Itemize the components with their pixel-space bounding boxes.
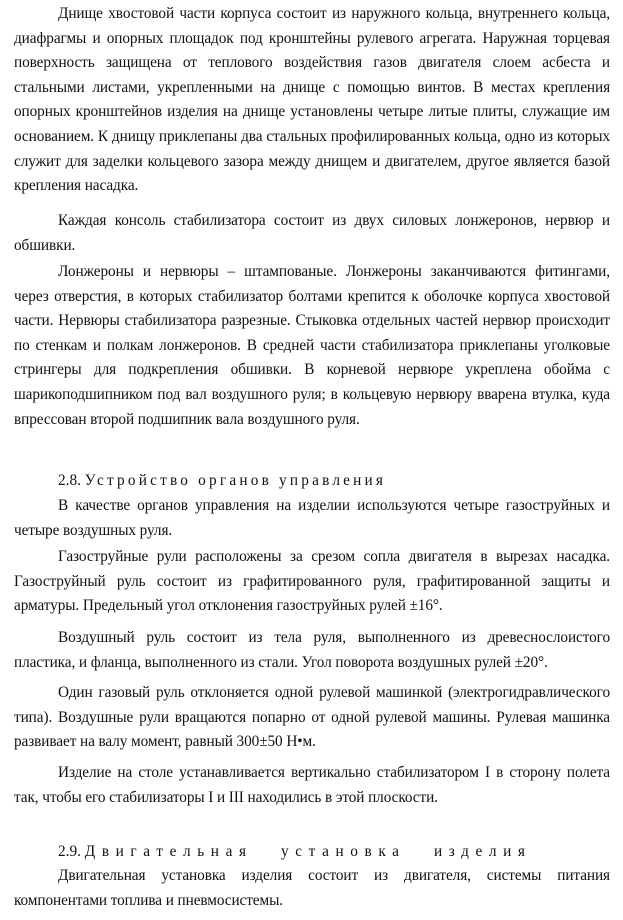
paragraph-air-rudder: Воздушный руль состоит из тела руля, выполненного из древеснослоистого пластика, и фланца, выполненного из стали. Угол поворота воздушных рулей ±20°. (14, 629, 610, 671)
paragraph-spars-ribs: Лонжероны и нервюры – штампованые. Лонжероны заканчиваются фитингами, через отверстия, в которых стабилизатор болтами крепится к оболочке корпуса хвостовой части. Нервюры стабилизатора разрезные. Стыковка отдельных частей нервюр происходит по стенкам и полкам лонжеронов. В средней части стабилизатора приклепаны уголковые стрингеры для подкрепления обшивки. В корневой нервюре укреплена обойма с шарикоподшипником под вал воздушного руля; в кольцевую нервюру вварена втулка, куда впрессован второй подшипник вала воздушного руля. (14, 263, 610, 428)
paragraph-installation: Изделие на столе устанавливается вертикально стабилизатором I в сторону полета так, чтобы его стабилизаторы I и III находились в этой плоскости. (14, 764, 610, 806)
paragraph-control-organs: В качестве органов управления на изделии используются четыре газоструйных и четыре воздушных руля. (14, 497, 610, 539)
paragraph-gas-rudders: Газоструйные рули расположены за срезом сопла двигателя в вырезах насадка. Газоструйный руль состоит из графитированного руля, графитированной защиты и арматуры. Предельный угол отклонения газоструйных рулей ±16°. (14, 548, 610, 615)
paragraph-stabilizer-console: Каждая консоль стабилизатора состоит из двух силовых лонжеронов, нервюр и обшивки. (14, 212, 610, 254)
section-heading-2-8 (58, 469, 386, 493)
paragraph-tail-bottom: Днище хвостовой части корпуса состоит из наружного кольца, внутреннего кольца, диафрагмы и опорных площадок под кронштейны рулевого агрегата. Наружная торцевая поверхность защищена от теплового воздействия газов двигателя слоем асбеста и стальными листами, укрепленными на днище с помощью винтов. В местах крепления опорных кронштейнов изделия на днище установлены четыре литые плиты, служащие им основанием. К днищу приклепаны два стальных профилированных кольца, одно из которых служит для заделки кольцевого зазора между днищем и двигателем, другое является базой крепления насадка. (14, 5, 610, 195)
section-heading-2-9 (58, 840, 532, 864)
paragraph-steering-machine: Один газовый руль отклоняется одной рулевой машинкой (электрогидравлического типа). Воздушные рули вращаются попарно от одной рулевой машины. Рулевая машинка развивает на валу момент, равный 300±50 Н•м. (14, 684, 610, 751)
paragraph-engine-installation: Двигательная установка изделия состоит из двигателя, системы питания компонентами топлива и пневмосистемы. (14, 867, 610, 909)
section-number: 2.8. (58, 472, 81, 489)
section-title: Двигательная установка изделия (84, 843, 532, 860)
section-number: 2.9. (58, 843, 81, 860)
section-title: Устройство органов управления (84, 472, 387, 489)
